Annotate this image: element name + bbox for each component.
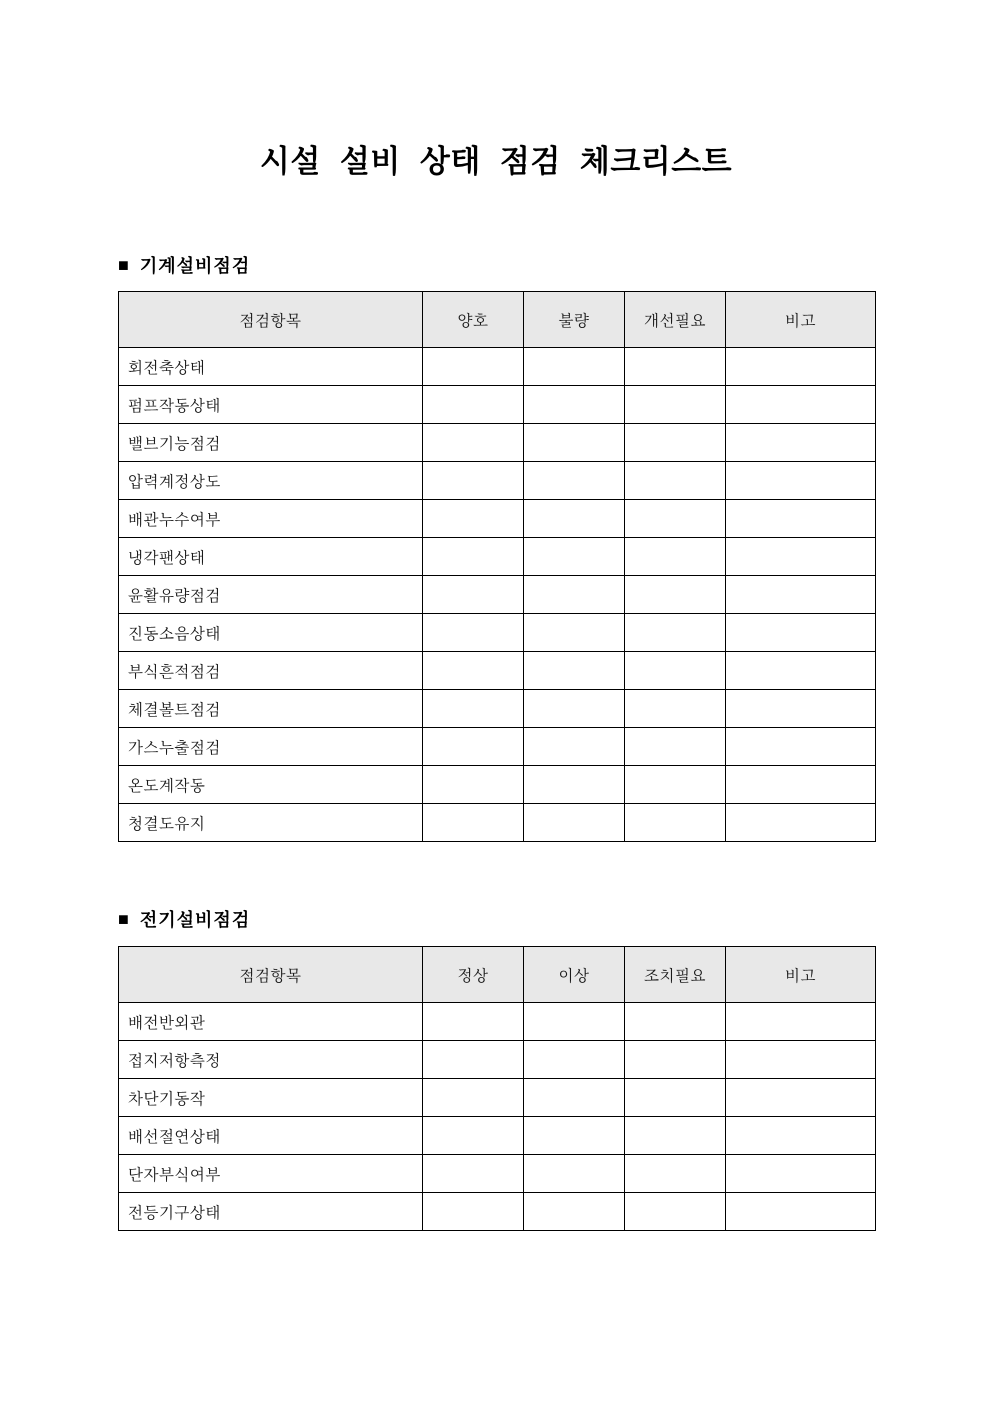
check-cell[interactable] bbox=[726, 690, 876, 728]
table-row bbox=[119, 1193, 876, 1231]
check-cell[interactable] bbox=[423, 652, 524, 690]
table-row bbox=[119, 462, 876, 500]
check-cell[interactable] bbox=[625, 348, 726, 386]
check-cell[interactable] bbox=[524, 576, 625, 614]
check-cell[interactable] bbox=[726, 804, 876, 842]
item-label-cell: 온도계작동 bbox=[119, 766, 423, 804]
check-cell[interactable] bbox=[726, 728, 876, 766]
table-row bbox=[119, 538, 876, 576]
item-label-cell: 압력계정상도 bbox=[119, 462, 423, 500]
check-cell[interactable] bbox=[625, 538, 726, 576]
item-label-cell: 진동소음상태 bbox=[119, 614, 423, 652]
check-cell[interactable] bbox=[524, 690, 625, 728]
check-cell[interactable] bbox=[423, 1041, 524, 1079]
check-cell[interactable] bbox=[726, 614, 876, 652]
check-cell[interactable] bbox=[524, 1041, 625, 1079]
item-label-cell: 차단기동작 bbox=[119, 1079, 423, 1117]
section-heading-label: 기계설비점검 bbox=[139, 256, 251, 276]
check-cell[interactable] bbox=[625, 1155, 726, 1193]
check-cell[interactable] bbox=[423, 386, 524, 424]
check-cell[interactable] bbox=[524, 766, 625, 804]
check-cell[interactable] bbox=[524, 728, 625, 766]
check-cell[interactable] bbox=[726, 538, 876, 576]
item-label-cell: 청결도유지 bbox=[119, 804, 423, 842]
check-cell[interactable] bbox=[726, 1193, 876, 1231]
check-cell[interactable] bbox=[625, 1079, 726, 1117]
check-cell[interactable] bbox=[726, 1003, 876, 1041]
table-row bbox=[119, 1155, 876, 1193]
check-cell[interactable] bbox=[423, 1193, 524, 1231]
item-label-cell: 배전반외관 bbox=[119, 1003, 423, 1041]
item-label-cell: 가스누출점검 bbox=[119, 728, 423, 766]
check-cell[interactable] bbox=[726, 424, 876, 462]
check-cell[interactable] bbox=[524, 1155, 625, 1193]
item-label-cell: 전등기구상태 bbox=[119, 1193, 423, 1231]
check-cell[interactable] bbox=[726, 386, 876, 424]
item-label-cell: 냉각팬상태 bbox=[119, 538, 423, 576]
column-header-1: 양호 bbox=[423, 292, 524, 348]
column-header-1: 정상 bbox=[423, 947, 524, 1003]
column-header-3: 조치필요 bbox=[625, 947, 726, 1003]
check-cell[interactable] bbox=[423, 462, 524, 500]
check-cell[interactable] bbox=[423, 500, 524, 538]
check-cell[interactable] bbox=[625, 462, 726, 500]
check-cell[interactable] bbox=[726, 1041, 876, 1079]
check-cell[interactable] bbox=[524, 614, 625, 652]
item-label-cell: 배관누수여부 bbox=[119, 500, 423, 538]
check-cell[interactable] bbox=[524, 500, 625, 538]
square-bullet-icon: ■ bbox=[118, 255, 130, 275]
column-header-2: 이상 bbox=[524, 947, 625, 1003]
check-cell[interactable] bbox=[625, 766, 726, 804]
check-cell[interactable] bbox=[625, 804, 726, 842]
table-header-row bbox=[119, 292, 876, 348]
check-cell[interactable] bbox=[524, 1117, 625, 1155]
check-cell[interactable] bbox=[423, 1003, 524, 1041]
check-cell[interactable] bbox=[423, 424, 524, 462]
check-cell[interactable] bbox=[726, 348, 876, 386]
check-cell[interactable] bbox=[625, 386, 726, 424]
check-cell[interactable] bbox=[423, 804, 524, 842]
check-cell[interactable] bbox=[524, 652, 625, 690]
table-row bbox=[119, 1041, 876, 1079]
item-label-cell: 접지저항측정 bbox=[119, 1041, 423, 1079]
section-heading-mechanical bbox=[118, 252, 250, 278]
column-header-0: 점검항목 bbox=[119, 292, 423, 348]
check-cell[interactable] bbox=[423, 1117, 524, 1155]
document-title: 시설 설비 상태 점검 체크리스트 bbox=[259, 144, 733, 179]
check-cell[interactable] bbox=[423, 766, 524, 804]
item-label-cell: 회전축상태 bbox=[119, 348, 423, 386]
table-row bbox=[119, 1079, 876, 1117]
check-cell[interactable] bbox=[625, 1003, 726, 1041]
table-row bbox=[119, 500, 876, 538]
item-label-cell: 윤활유량점검 bbox=[119, 576, 423, 614]
check-cell[interactable] bbox=[625, 1117, 726, 1155]
check-cell[interactable] bbox=[726, 462, 876, 500]
check-cell[interactable] bbox=[524, 1079, 625, 1117]
check-cell[interactable] bbox=[524, 1193, 625, 1231]
table-row bbox=[119, 1003, 876, 1041]
section-heading-electrical bbox=[118, 906, 250, 932]
item-label-cell: 부식흔적점검 bbox=[119, 652, 423, 690]
check-cell[interactable] bbox=[625, 690, 726, 728]
check-cell[interactable] bbox=[625, 728, 726, 766]
check-cell[interactable] bbox=[625, 500, 726, 538]
column-header-4: 비고 bbox=[726, 947, 876, 1003]
table-row bbox=[119, 690, 876, 728]
square-bullet-icon: ■ bbox=[118, 909, 130, 929]
check-cell[interactable] bbox=[423, 1155, 524, 1193]
check-cell[interactable] bbox=[524, 386, 625, 424]
electrical-inspection-table bbox=[118, 946, 876, 1231]
check-cell[interactable] bbox=[423, 348, 524, 386]
section-heading-label: 전기설비점검 bbox=[139, 910, 251, 930]
check-cell[interactable] bbox=[524, 424, 625, 462]
check-cell[interactable] bbox=[726, 500, 876, 538]
table-row bbox=[119, 804, 876, 842]
table-row bbox=[119, 576, 876, 614]
table-row bbox=[119, 728, 876, 766]
check-cell[interactable] bbox=[726, 576, 876, 614]
check-cell[interactable] bbox=[625, 576, 726, 614]
check-cell[interactable] bbox=[423, 576, 524, 614]
item-label-cell: 단자부식여부 bbox=[119, 1155, 423, 1193]
column-header-3: 개선필요 bbox=[625, 292, 726, 348]
mechanical-inspection-table bbox=[118, 291, 876, 842]
check-cell[interactable] bbox=[524, 462, 625, 500]
check-cell[interactable] bbox=[726, 1155, 876, 1193]
check-cell[interactable] bbox=[423, 690, 524, 728]
check-cell[interactable] bbox=[625, 614, 726, 652]
table-row bbox=[119, 348, 876, 386]
check-cell[interactable] bbox=[524, 538, 625, 576]
item-label-cell: 배선절연상태 bbox=[119, 1117, 423, 1155]
check-cell[interactable] bbox=[625, 652, 726, 690]
check-cell[interactable] bbox=[423, 728, 524, 766]
table-row bbox=[119, 766, 876, 804]
check-cell[interactable] bbox=[726, 1079, 876, 1117]
check-cell[interactable] bbox=[423, 614, 524, 652]
check-cell[interactable] bbox=[625, 1193, 726, 1231]
item-label-cell: 밸브기능점검 bbox=[119, 424, 423, 462]
table-header-row bbox=[119, 947, 876, 1003]
item-label-cell: 체결볼트점검 bbox=[119, 690, 423, 728]
column-header-0: 점검항목 bbox=[119, 947, 423, 1003]
table-row bbox=[119, 614, 876, 652]
table-row bbox=[119, 652, 876, 690]
table-row bbox=[119, 1117, 876, 1155]
check-cell[interactable] bbox=[726, 1117, 876, 1155]
check-cell[interactable] bbox=[726, 766, 876, 804]
table-row bbox=[119, 424, 876, 462]
check-cell[interactable] bbox=[625, 1041, 726, 1079]
check-cell[interactable] bbox=[726, 652, 876, 690]
check-cell[interactable] bbox=[524, 804, 625, 842]
check-cell[interactable] bbox=[423, 1079, 524, 1117]
item-label-cell: 펌프작동상태 bbox=[119, 386, 423, 424]
check-cell[interactable] bbox=[524, 1003, 625, 1041]
table-row bbox=[119, 386, 876, 424]
column-header-4: 비고 bbox=[726, 292, 876, 348]
check-cell[interactable] bbox=[625, 424, 726, 462]
column-header-2: 불량 bbox=[524, 292, 625, 348]
check-cell[interactable] bbox=[423, 538, 524, 576]
check-cell[interactable] bbox=[524, 348, 625, 386]
